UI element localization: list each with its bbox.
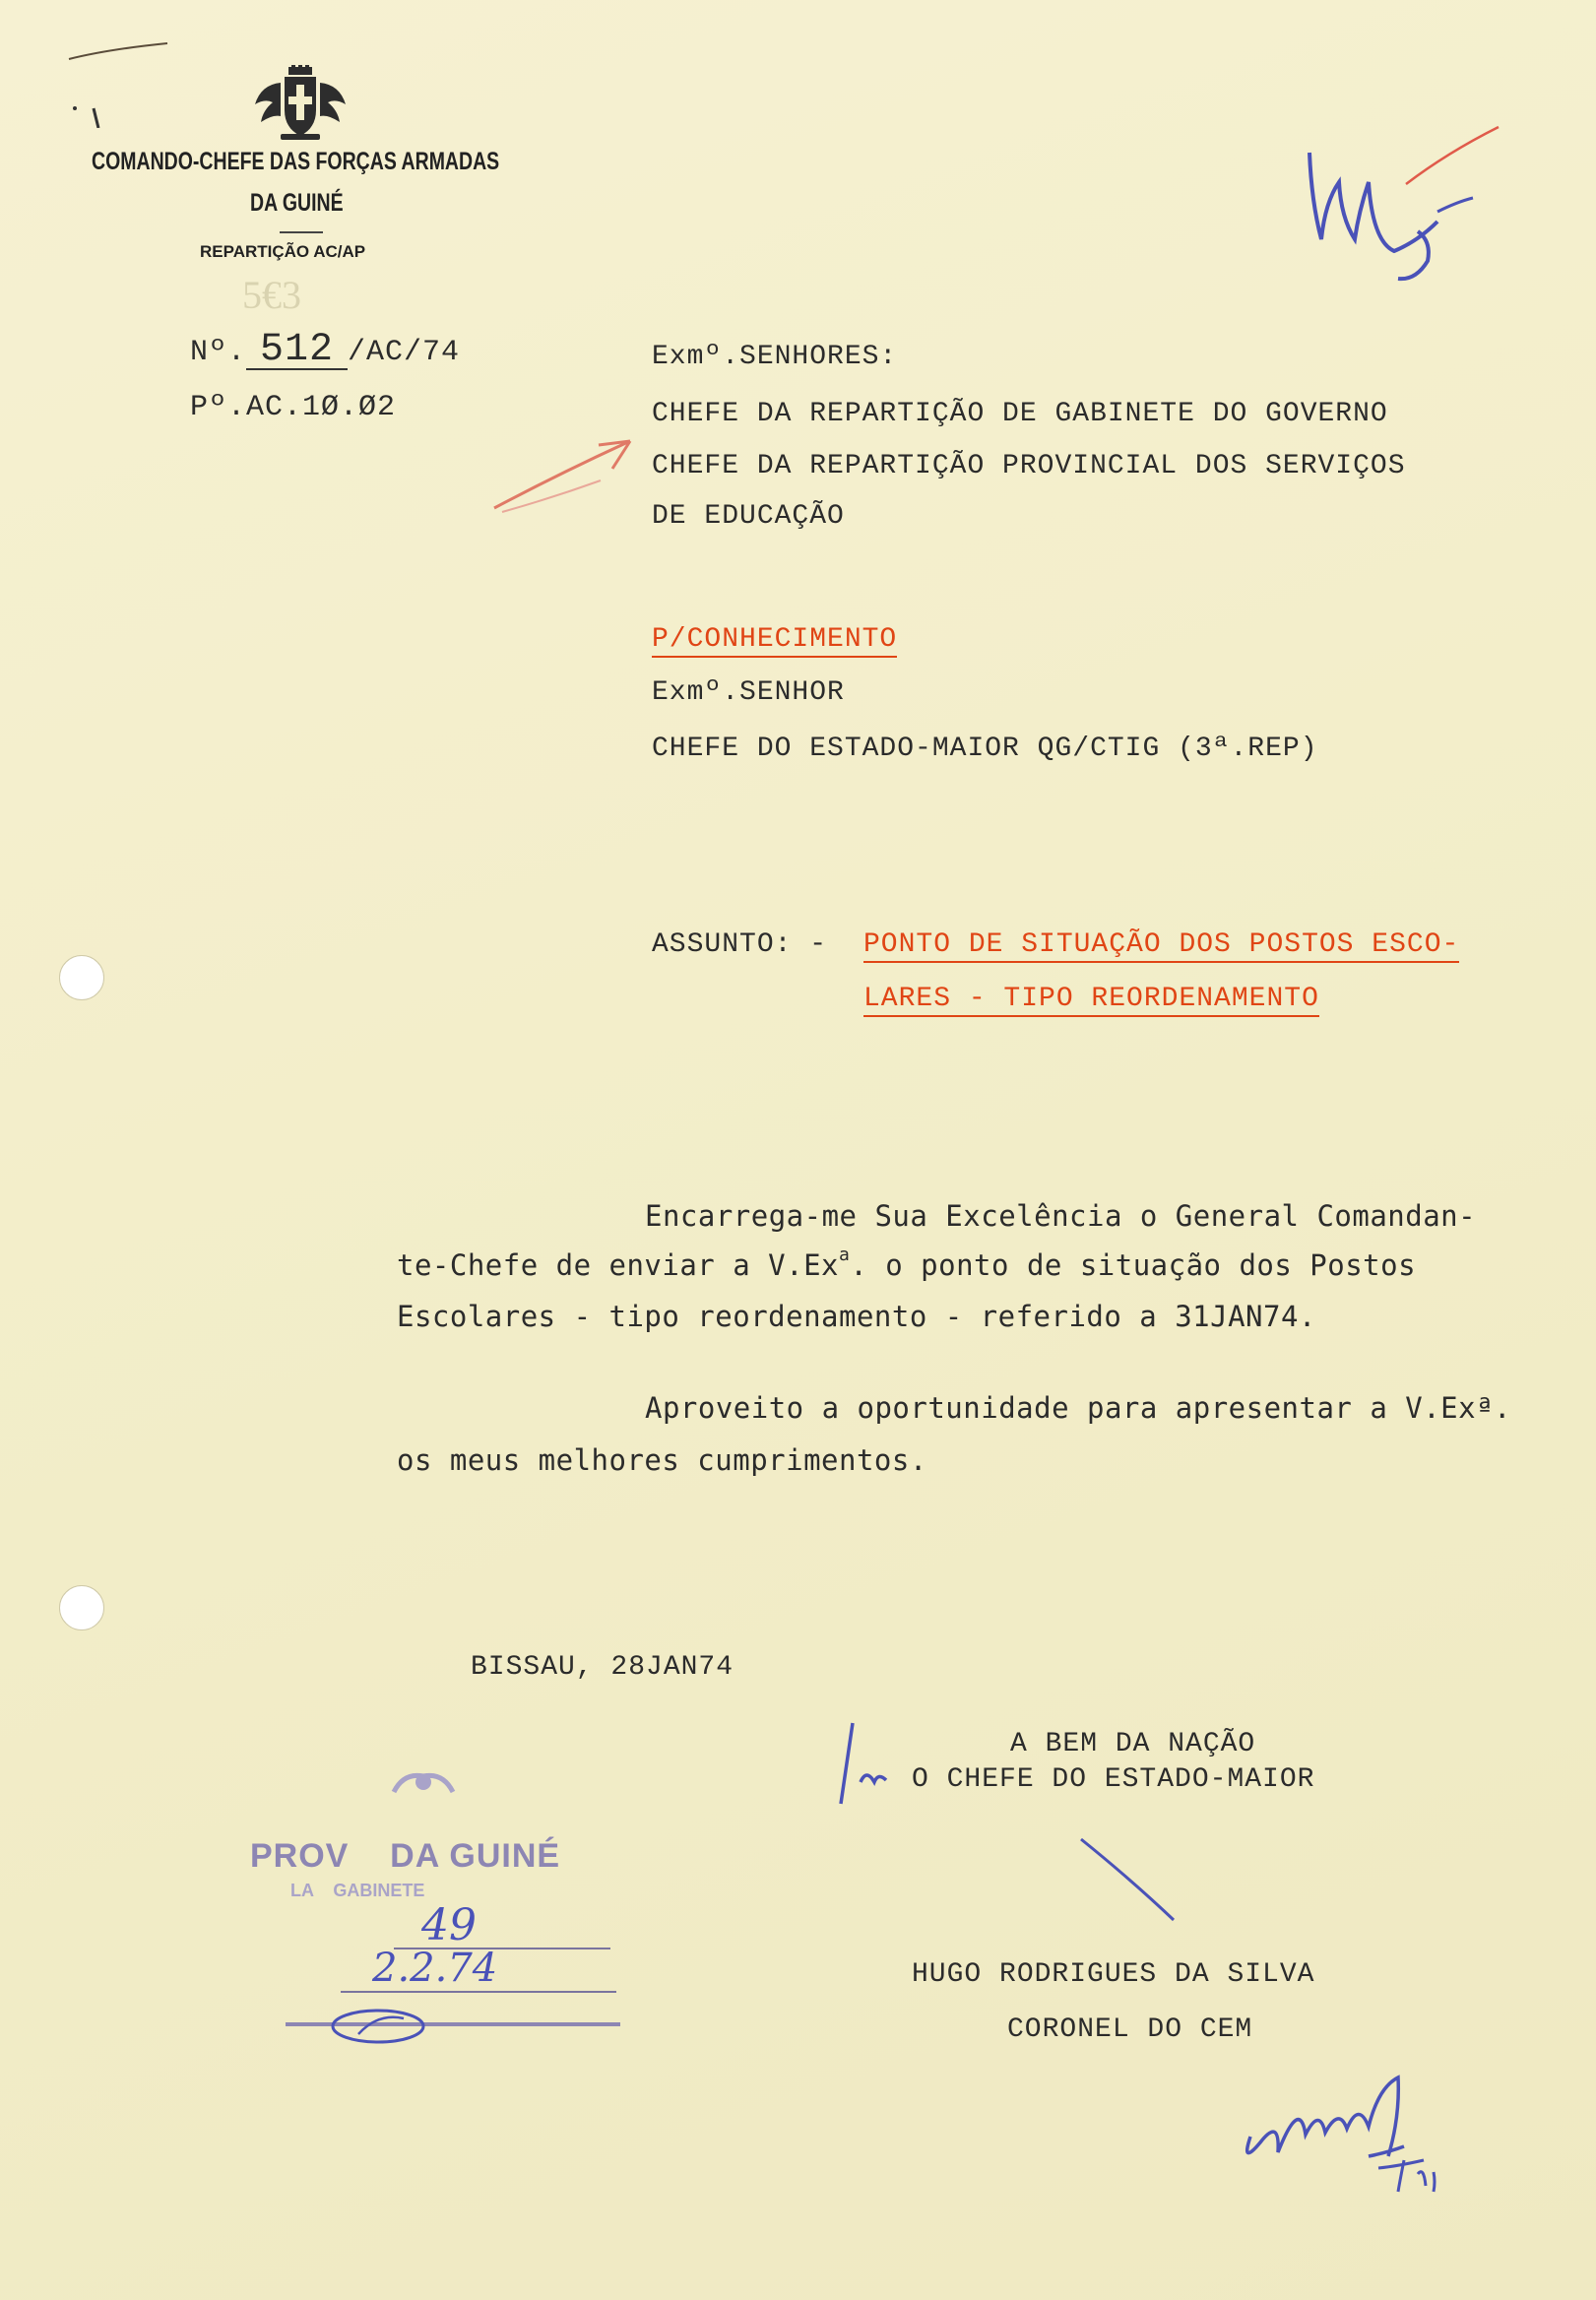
process-reference: Pº.AC.1Ø.Ø2 (190, 391, 397, 424)
red-check-mark (1398, 123, 1506, 192)
body-paragraph-1-line-3: Escolares - tipo reordenamento - referido a 31JAN74. (397, 1300, 1316, 1333)
subject-line-1: PONTO DE SITUAÇÃO DOS POSTOS ESCO- (863, 929, 1459, 963)
punch-hole-bottom (59, 1585, 104, 1630)
header-divider (280, 231, 323, 233)
received-stamp (246, 1762, 640, 2058)
stamp-emblem-icon (384, 1762, 463, 1802)
punch-hole-top (59, 955, 104, 1000)
stamp-line-1: PROV DA GUINÉ (250, 1837, 561, 1875)
knowledge-label: P/CONHECIMENTO (652, 624, 897, 658)
signatory-rank: CORONEL DO CEM (1007, 2014, 1253, 2045)
reference-number-line (190, 328, 461, 372)
stamp-entry-date: 2.2.74 (372, 1946, 498, 1991)
knowledge-salutation: Exmº.SENHOR (652, 677, 845, 708)
stamp-line-2: LA GABINETE (276, 1881, 425, 1900)
body-paragraph-2-line-1: Aproveito a oportunidade para apresentar a V.Exª. (645, 1391, 1512, 1425)
body-paragraph-1-line-1: Encarrega-me Sua Excelência o General Comandan- (645, 1199, 1477, 1233)
organization-line-1: COMANDO-CHEFE DAS FORÇAS ARMADAS (92, 148, 500, 175)
coat-of-arms-icon (251, 65, 350, 142)
body-p1-line2-end: . o ponto de situação dos Postos (850, 1248, 1417, 1282)
body-p1-line2-superscript: a (839, 1245, 851, 1265)
organization-line-2: DA GUINÉ (250, 189, 344, 217)
handwritten-mark-closing (831, 1713, 910, 1812)
faint-stamp-mark: 5€3 (242, 273, 301, 317)
addressees-salutation: Exmº.SENHORES: (652, 342, 898, 372)
reference-number-prefix: Nº. (190, 336, 247, 369)
addressee-line-3: DE EDUCAÇÃO (652, 501, 845, 532)
body-paragraph-1-line-2 (397, 1245, 1417, 1282)
handwritten-stroke (1073, 1831, 1191, 1930)
stamp-handwritten-loop (319, 1995, 437, 2054)
addressee-line-2: CHEFE DA REPARTIÇÃO PROVINCIAL DOS SERVIÇOS (652, 451, 1406, 481)
red-arrow-annotation (482, 423, 650, 522)
stamp-rule-2 (341, 1991, 616, 1993)
closing-line-1: A BEM DA NAÇÃO (1010, 1729, 1256, 1759)
signature (1231, 2058, 1467, 2196)
subject-label: ASSUNTO: - (652, 929, 828, 960)
knowledge-addressee: CHEFE DO ESTADO-MAIOR QG/CTIG (3ª.REP) (652, 734, 1318, 764)
closing-line-2: O CHEFE DO ESTADO-MAIOR (912, 1764, 1315, 1795)
reference-number-suffix: /AC/74 (348, 336, 461, 369)
reference-number: 512 (246, 333, 348, 370)
subject-line-2: LARES - TIPO REORDENAMENTO (863, 984, 1319, 1017)
addressee-line-1: CHEFE DA REPARTIÇÃO DE GABINETE DO GOVERNO (652, 399, 1388, 429)
department-label: REPARTIÇÃO AC/AP (200, 242, 366, 261)
body-paragraph-2-line-2: os meus melhores cumprimentos. (397, 1443, 927, 1477)
signatory-name: HUGO RODRIGUES DA SILVA (912, 1959, 1315, 1990)
stamp-entry-number: 49 (421, 1900, 477, 1950)
body-p1-line2-start: te-Chefe de enviar a V.Ex (397, 1248, 839, 1282)
pen-mark-top-left (59, 30, 177, 128)
place-date: BISSAU, 28JAN74 (471, 1652, 734, 1683)
